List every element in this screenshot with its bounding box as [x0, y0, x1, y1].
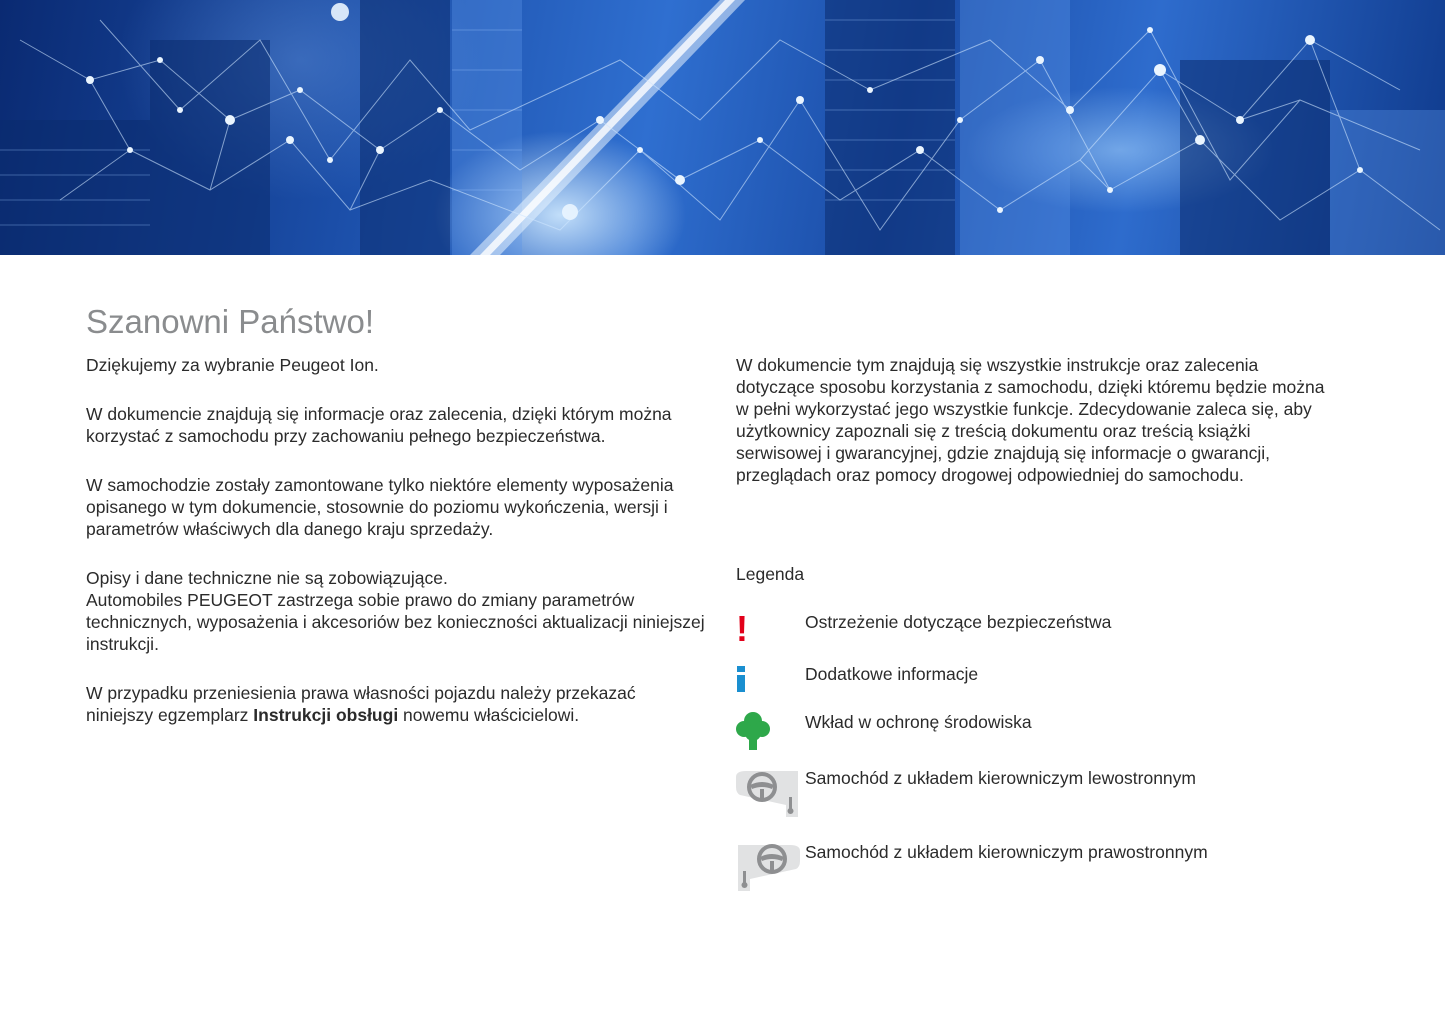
ownership-text-end: nowemu właścicielowi.	[398, 705, 580, 725]
legend-label: Dodatkowe informacje	[805, 664, 979, 684]
tree-icon	[736, 711, 770, 751]
page-title: Szanowni Państwo!	[86, 303, 374, 340]
legend-label: Samochód z układem kierowniczym prawostronnym	[805, 842, 1208, 862]
ownership-text-bold: Instrukcji obsługi	[253, 705, 399, 725]
legend-item-environment	[736, 711, 1356, 771]
info-icon	[736, 666, 746, 692]
legend-item-lhd	[736, 767, 1356, 827]
steering-wheel-left-icon	[736, 767, 800, 819]
intro-left-column	[86, 354, 706, 726]
paragraph-rights: Automobiles PEUGEOT zastrzega sobie prawo do zmiany parametrów technicznych, wyposażenia i akcesoriów bez konieczności aktualizacji niniejszej instrukcji.	[86, 590, 705, 654]
legend-item-warning	[736, 608, 1356, 671]
legend-label: Wkład w ochronę środowiska	[805, 712, 1032, 732]
steering-wheel-right-icon	[736, 841, 800, 893]
legend-item-rhd	[736, 841, 1356, 901]
header-banner-image	[0, 0, 1445, 255]
paragraph-ownership	[86, 682, 706, 726]
paragraph-safety: W dokumencie znajdują się informacje oraz zalecenia, dzięki którym można korzystać z samochodu przy zachowaniu pełnego bezpieczeństwa.	[86, 404, 672, 446]
paragraph-equipment: W samochodzie zostały zamontowane tylko niektóre elementy wyposażenia opisanego w tym dokumencie, stosownie do poziomu wykończenia, wersji i parametrów właściwych dla danego kraju sprzedaży.	[86, 475, 674, 539]
paragraph-disclaimer: Opisy i dane techniczne nie są zobowiązujące.	[86, 568, 448, 588]
legend-label: Samochód z układem kierowniczym lewostronnym	[805, 768, 1196, 788]
paragraph-thanks: Dziękujemy za wybranie Peugeot Ion.	[86, 355, 379, 375]
network-pattern	[0, 0, 1445, 255]
legend-label: Ostrzeżenie dotyczące bezpieczeństwa	[805, 612, 1112, 632]
warning-exclamation-icon: !	[736, 608, 748, 649]
legend-title: Legenda	[736, 564, 805, 584]
intro-right-column	[736, 354, 1336, 486]
ownership-text-start: W przypadku przeniesienia prawa własności pojazdu należy przekazać niniejszy egzemplarz	[86, 683, 636, 725]
paragraph-document-contents: W dokumencie tym znajdują się wszystkie instrukcje oraz zalecenia dotyczące sposobu korzystania z samochodu, dzięki któremu będzie można w pełni wykorzystać jego wszystkie funkcje. Zdecydowanie zaleca się, aby użytkownicy zapoznali się z treścią dokumentu oraz treścią książki serwisowej i gwarancyjnej, gdzie znajdują się informacje o gwarancji, przeglądach oraz pomocy drogowej odpowiedniej do samochodu.	[736, 355, 1325, 485]
